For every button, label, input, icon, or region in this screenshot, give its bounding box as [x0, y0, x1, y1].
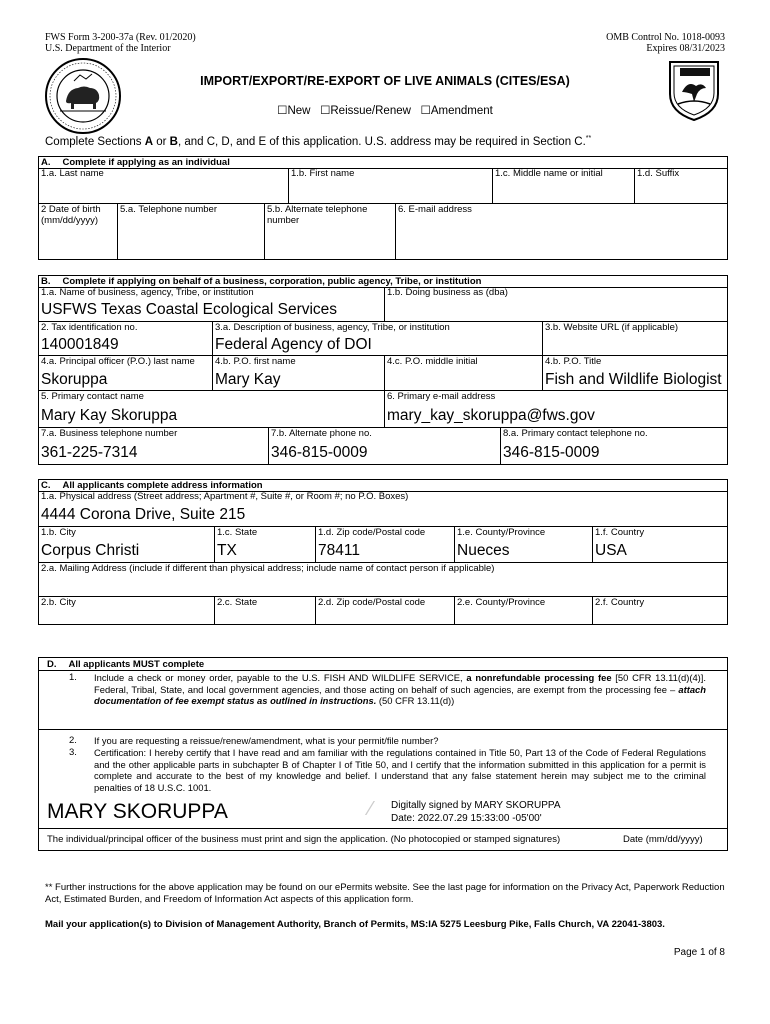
first-name-field[interactable]: 1.b. First name [289, 168, 493, 204]
instructions-text: Complete Sections A or B, and C, D, and E of this application. U.S. address may be required in Section C.** [45, 135, 592, 148]
item-2-text: If you are requesting a reissue/renew/amendment, what is your permit/file number? [94, 735, 439, 746]
country-field[interactable]: 1.f. Country USA [593, 527, 727, 563]
section-c [38, 479, 728, 625]
omb-control-number: OMB Control No. 1018-0093 [606, 32, 725, 43]
mailing-state-field[interactable]: 2.c. State [215, 597, 316, 624]
printed-signature-name[interactable]: MARY SKORUPPA [47, 800, 228, 823]
doi-seal-logo [44, 57, 122, 135]
checkbox-new[interactable]: ☐New [277, 105, 311, 117]
request-type-checkboxes[interactable] [0, 103, 770, 117]
form-title: IMPORT/EXPORT/RE-EXPORT OF LIVE ANIMALS (CITES/ESA) [200, 74, 570, 88]
county-field[interactable]: 1.e. County/Province Nueces [455, 527, 593, 563]
mailing-address-field[interactable]: 2.a. Mailing Address (include if different than physical address; include name of contact person if applicable) [39, 563, 727, 597]
section-b-heading: B. Complete if applying on behalf of a business, corporation, public agency, Tribe, or institution [41, 276, 482, 287]
city-field[interactable]: 1.b. City Corpus Christi [39, 527, 215, 563]
signature-instruction: The individual/principal officer of the business must print and sign the application. (No photocopied or stamped signatures) [47, 834, 561, 845]
tax-id-field[interactable]: 2. Tax identification no. 140001849 [39, 322, 213, 356]
mailing-county-field[interactable]: 2.e. County/Province [455, 597, 593, 624]
middle-name-field[interactable]: 1.c. Middle name or initial [493, 168, 635, 204]
department-name: U.S. Department of the Interior [45, 43, 171, 54]
item-3-number: 3. [69, 747, 77, 758]
section-b [38, 275, 728, 465]
dba-field[interactable]: 1.b. Doing business as (dba) [385, 287, 727, 322]
section-a-heading: A. Complete if applying as an individual [41, 157, 230, 168]
certification-text: Certification: I hereby certify that I have read and am familiar with the regulations contained in Title 50, Part 13 of the Code of Federal Regulations and the other applicable parts in subchapter B of Chapter I of Title 50, and I certify that the information submitted in this application for a permit is complete and accurate to the best of my knowledge and belief. I understand that any false statement herein may subject me to the criminal penalties of 18 U.S.C. 1001. [94, 747, 706, 793]
state-field[interactable]: 1.c. State TX [215, 527, 316, 563]
po-first-name-field[interactable]: 4.b. P.O. first name Mary Kay [213, 356, 385, 391]
contact-telephone-field[interactable]: 8.a. Primary contact telephone no. 346-815-0009 [503, 428, 648, 461]
checkbox-amendment[interactable]: ☐Amendment [420, 105, 493, 117]
further-instructions-note: ** Further instructions for the above application may be found on our ePermits website. See the last page for information on the Privacy Act, Paperwork Reduction Act, Estimated Burden, and Freedom of Information Act aspects of this application form. [45, 882, 725, 905]
alternate-phone-field[interactable]: 7.b. Alternate phone no. 346-815-0009 [269, 428, 501, 464]
digital-signature-line-1: Digitally signed by MARY SKORUPPA [391, 800, 561, 811]
item-1-text: Include a check or money order, payable to the U.S. FISH AND WILDLIFE SERVICE, a nonrefundable processing fee [50 CFR 13.11(d)(4)]. Federal, Tribal, State, and local government agencies, and those acting on behalf of such agencies, are exempt from the processing fee – attach documentation of fee exempt status as outlined in instructions. (50 CFR 13.11(d)) [94, 672, 706, 707]
primary-contact-field[interactable]: 5. Primary contact name Mary Kay Skoruppa [39, 391, 385, 428]
mailing-instructions: Mail your application(s) to Division of Management Authority, Branch of Permits, MS:IA 5275 Leesburg Pike, Falls Church, VA 22041-3803. [45, 919, 665, 930]
email-field[interactable]: 6. E-mail address [398, 204, 472, 215]
alternate-telephone-field[interactable]: 5.b. Alternate telephone number [265, 204, 396, 259]
primary-email-field[interactable]: 6. Primary e-mail address mary_kay_skoruppa@fws.gov [385, 391, 727, 428]
mailing-zip-field[interactable]: 2.d. Zip code/Postal code [316, 597, 455, 624]
section-d-heading: D. All applicants MUST complete [47, 659, 205, 670]
section-c-heading: C. All applicants complete address information [41, 480, 263, 491]
po-title-field[interactable]: 4.b. P.O. Title Fish and Wildlife Biologist [543, 356, 727, 391]
business-telephone-field[interactable]: 7.a. Business telephone number 361-225-7314 [39, 428, 269, 464]
website-url-field[interactable]: 3.b. Website URL (if applicable) [543, 322, 727, 356]
suffix-field[interactable]: 1.d. Suffix [635, 168, 727, 204]
expiration-date: Expires 08/31/2023 [646, 43, 725, 54]
page-number: Page 1 of 8 [673, 947, 725, 958]
section-a [38, 156, 728, 260]
section-d [38, 657, 728, 851]
digital-signature-line-2: Date: 2022.07.29 15:33:00 -05'00' [391, 813, 542, 824]
business-description-field[interactable]: 3.a. Description of business, agency, Tribe, or institution Federal Agency of DOI [213, 322, 543, 356]
business-name-field[interactable]: 1.a. Name of business, agency, Tribe, or institution USFWS Texas Coastal Ecological Services [39, 287, 385, 322]
mailing-city-field[interactable]: 2.b. City [39, 597, 215, 624]
date-label: Date (mm/dd/yyyy) [623, 834, 703, 845]
signature-flourish-icon: ⁄ [369, 798, 373, 820]
zip-code-field[interactable]: 1.d. Zip code/Postal code 78411 [316, 527, 455, 563]
item-2-number: 2. [69, 735, 77, 746]
physical-address-field[interactable]: 1.a. Physical address (Street address; Apartment #, Suite #, or Room #; no P.O. Boxes) 4444 Corona Drive, Suite 215 [39, 491, 727, 527]
last-name-field[interactable]: 1.a. Last name [39, 168, 289, 204]
item-1-number: 1. [69, 672, 77, 683]
checkbox-reissue-renew[interactable]: ☐Reissue/Renew [320, 105, 411, 117]
telephone-field[interactable]: 5.a. Telephone number [118, 204, 265, 259]
po-last-name-field[interactable]: 4.a. Principal officer (P.O.) last name Skoruppa [39, 356, 213, 391]
po-middle-initial-field[interactable]: 4.c. P.O. middle initial [385, 356, 543, 391]
form-number: FWS Form 3-200-37a (Rev. 01/2020) [45, 32, 196, 43]
date-of-birth-field[interactable]: 2 Date of birth (mm/dd/yyyy) [39, 204, 118, 259]
mailing-country-field[interactable]: 2.f. Country [595, 597, 645, 608]
